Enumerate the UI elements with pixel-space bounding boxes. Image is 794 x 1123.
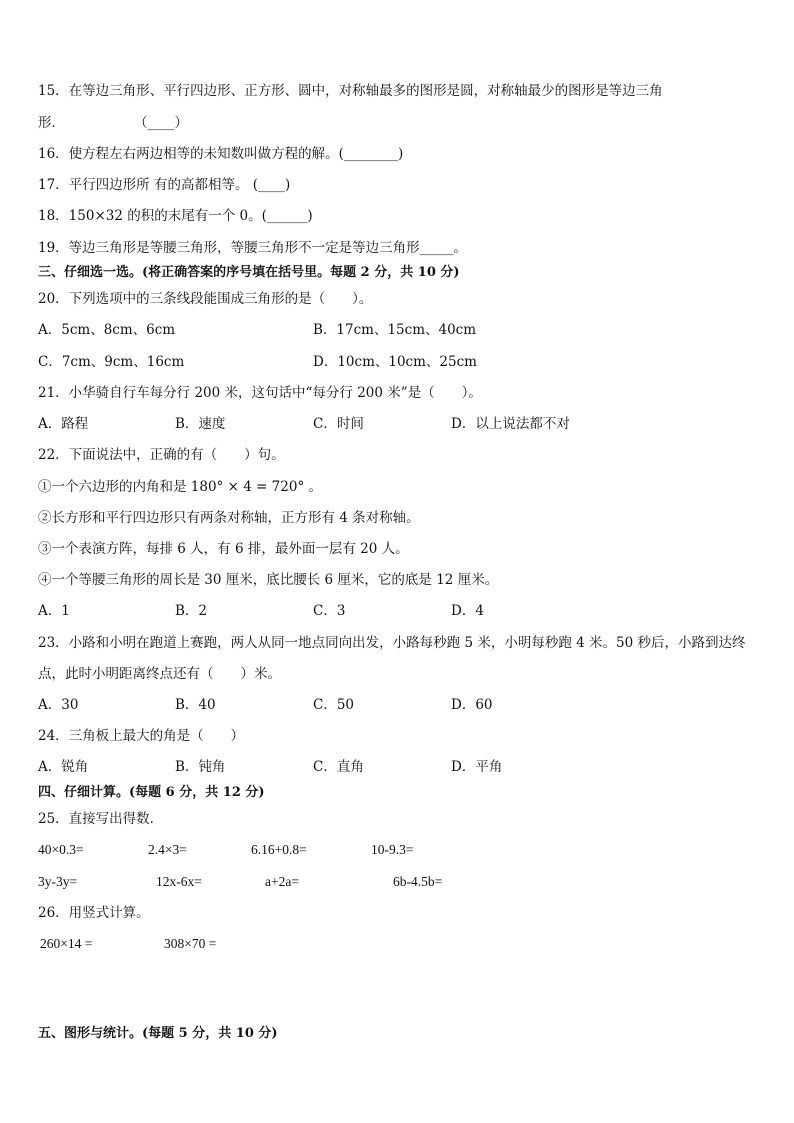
section4-heading: 四、仔细计算。(每题 6 分，共 12 分) <box>38 785 265 800</box>
q21-option-d[interactable]: D．以上说法都不对 <box>451 416 570 432</box>
q15-line1: 15．在等边三角形、平行四边形、正方形、圆中，对称轴最多的图形是圆，对称轴最少的图形是等边三角 <box>38 83 663 99</box>
q26-item-2: 308×70 = <box>164 936 217 951</box>
q15-answer-blank[interactable]: （____） <box>134 115 188 131</box>
q22-item-3: ③一个表演方阵，每排 6 人，有 6 排，最外面一层有 20 人。 <box>38 541 409 557</box>
q21-option-a[interactable]: A．路程 <box>38 416 89 432</box>
q22-item-2: ②长方形和平行四边形只有两条对称轴，正方形有 4 条对称轴。 <box>38 510 420 526</box>
q23-option-d[interactable]: D．60 <box>451 697 493 713</box>
q25-r2-2: 12x-6x= <box>156 874 202 889</box>
q23-option-b[interactable]: B．40 <box>175 697 216 713</box>
q23-line1: 23．小路和小明在跑道上赛跑，两人从同一地点同向出发，小路每秒跑 5 米，小明每秒跑 4 米。50 秒后，小路到达终 <box>38 635 746 651</box>
q20-stem: 20．下列选项中的三条线段能围成三角形的是（ ）。 <box>38 291 373 307</box>
q25-r2-1: 3y-3y= <box>38 874 78 889</box>
q25-r1-1: 40×0.3= <box>38 842 84 857</box>
q25-r1-3: 6.16+0.8= <box>251 842 307 857</box>
q24-option-c[interactable]: C．直角 <box>313 759 364 775</box>
q22-item-4: ④一个等腰三角形的周长是 30 厘米，底比腰长 6 厘米，它的底是 12 厘米。 <box>38 572 499 588</box>
q21-stem: 21．小华骑自行车每分行 200 米，这句话中“每分行 200 米”是（ ）。 <box>38 385 482 401</box>
q24-stem: 24．三角板上最大的角是（ ） <box>38 728 245 744</box>
q22-stem: 22．下面说法中，正确的有（ ）句。 <box>38 447 285 463</box>
q22-option-b[interactable]: B．2 <box>175 603 208 619</box>
q22-option-c[interactable]: C．3 <box>313 603 346 619</box>
q23-option-a[interactable]: A．30 <box>38 697 79 713</box>
q25-r1-2: 2.4×3= <box>148 842 187 857</box>
q15-line2-prefix: 形． <box>38 115 65 131</box>
q24-option-b[interactable]: B．钝角 <box>175 759 226 775</box>
q20-option-a[interactable]: A．5cm、8cm、6cm <box>38 322 176 338</box>
q18-text: 18．150×32 的积的末尾有一个 0。(______) <box>38 208 313 224</box>
section5-heading: 五、图形与统计。(每题 5 分，共 10 分) <box>38 1026 278 1041</box>
section3-heading: 三、仔细选一选。(将正确答案的序号填在括号里。每题 2 分，共 10 分) <box>38 265 460 280</box>
q16-text: 16．使方程左右两边相等的未知数叫做方程的解。(________) <box>38 146 404 162</box>
q26-stem: 26．用竖式计算。 <box>38 905 150 921</box>
q19-text: 19．等边三角形是等腰三角形，等腰三角形不一定是等边三角形_____。 <box>38 240 467 256</box>
q23-option-c[interactable]: C．50 <box>313 697 355 713</box>
q25-stem: 25．直接写出得数． <box>38 811 164 827</box>
q26-item-1: 260×14 = <box>40 936 93 951</box>
q22-option-d[interactable]: D．4 <box>451 603 484 619</box>
q23-line2: 点，此时小明距离终点还有（ ）米。 <box>38 666 281 682</box>
q25-r2-3: a+2a= <box>265 874 299 889</box>
q21-option-b[interactable]: B．速度 <box>175 416 226 432</box>
q20-option-b[interactable]: B．17cm、15cm、40cm <box>313 322 477 338</box>
q17-text: 17．平行四边形所 有的高都相等。 (____) <box>38 177 291 193</box>
q22-option-a[interactable]: A．1 <box>38 603 70 619</box>
q24-option-a[interactable]: A．锐角 <box>38 759 89 775</box>
q25-r2-4: 6b-4.5b= <box>393 874 443 889</box>
q21-option-c[interactable]: C．时间 <box>313 416 364 432</box>
q24-option-d[interactable]: D．平角 <box>451 759 503 775</box>
q25-r1-4: 10-9.3= <box>371 842 414 857</box>
q22-item-1: ①一个六边形的内角和是 180° × 4 = 720° 。 <box>38 479 322 495</box>
q20-option-c[interactable]: C．7cm、9cm、16cm <box>38 354 185 370</box>
q20-option-d[interactable]: D．10cm、10cm、25cm <box>313 354 477 370</box>
